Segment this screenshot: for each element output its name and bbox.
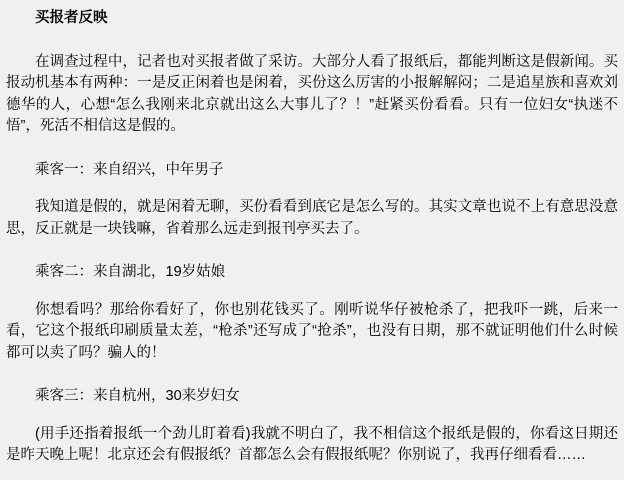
quote-paragraph: (用手还指着报纸一个劲儿盯着看)我就不明白了，我不相信这个报纸是假的，你看这日期还是昨天晚上呢！北京还会有假报纸？首都怎么会有假报纸呢？你别说了，我再仔细看看…… — [6, 425, 618, 463]
intro-paragraph: 在调查过程中，记者也对买报者做了采访。大部分人看了报纸后，都能判断这是假新闻。买报动机基本有两种：一是反正闲着也是闲着，买份这么厉害的小报解解闷；二是追星族和喜欢刘德华的人，心想“怎么我刚来北京就出这么大事儿了？！”赶紧买份看看。只有一位妇女“执迷不悟”，死活不相信这是假的。 — [6, 53, 618, 134]
speaker-heading: 乘客二：来自湖北，19岁姑娘 — [35, 264, 226, 280]
speaker-heading: 乘客三：来自杭州，30来岁妇女 — [35, 388, 240, 404]
speaker-heading: 乘客一：来自绍兴，中年男子 — [35, 161, 224, 178]
interview-section — [6, 386, 618, 467]
interview-section — [6, 262, 618, 364]
quote-paragraph: 你想看吗？那给你看好了，你也别花钱买了。刚听说华仔被枪杀了，把我吓一跳，后来一看，它这个报纸印刷质量太差，“枪杀”还写成了“抢杀”，也没有日期，那不就证明他们什么时候都可以卖了吗？骗人的！ — [6, 301, 618, 361]
interview-section — [6, 160, 618, 241]
document-title: 买报者反映 — [35, 10, 108, 26]
quote-paragraph: 我知道是假的，就是闲着无聊，买份看看到底它是怎么写的。其实文章也说不上有意思没意思，反正就是一块钱嘛，省着那么远走到报刊亭买去了。 — [6, 199, 618, 237]
